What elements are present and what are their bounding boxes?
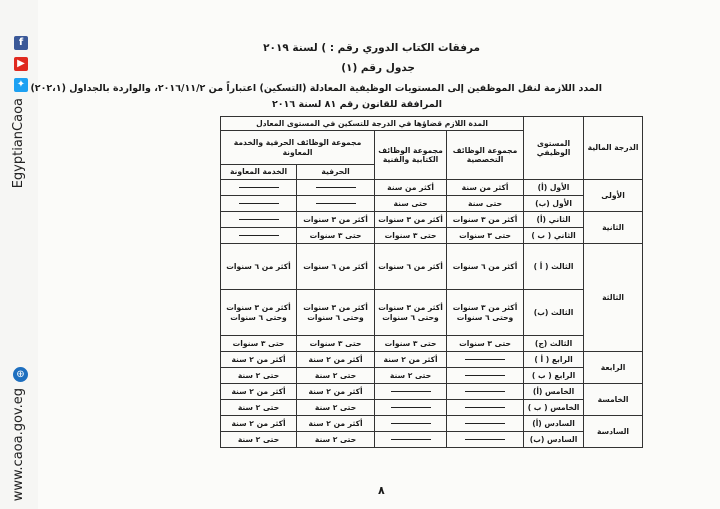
dash-line [391,391,431,392]
dash-line [316,187,356,188]
spec-cell: حتى ٣ سنوات [447,228,524,244]
brand-handle: EgyptianCaoa [11,98,26,189]
serv-cell [221,180,297,196]
cler-cell: أكثر من ٦ سنوات [375,244,447,290]
dash-line [239,235,279,236]
craft-cell: أكثر من ٢ سنة [297,352,375,368]
cler-cell: أكثر من ٢ سنة [375,352,447,368]
document-page [30,0,720,509]
serv-cell: أكثر من ٢ سنة [221,352,297,368]
cler-cell: أكثر من سنة [375,180,447,196]
grade-cell: الثانية [584,212,643,244]
serv-cell: حتى ٢ سنة [221,368,297,384]
level-cell: الأول (أ) [524,180,584,196]
spec-cell [447,352,524,368]
table-row [221,336,643,352]
level-cell: الأول (ب) [524,196,584,212]
craft-cell: أكثر من ٦ سنوات [297,244,375,290]
table-row [221,290,643,336]
level-cell: الخامس (أ) [524,384,584,400]
cler-cell [375,384,447,400]
social-icons [14,36,30,99]
spec-cell [447,432,524,448]
table-row [221,416,643,432]
table-row [221,196,643,212]
dash-line [465,439,505,440]
craft-cell: حتى ٢ سنة [297,432,375,448]
craft-cell: أكثر من ٢ سنة [297,416,375,432]
serv-cell: حتى ٢ سنة [221,432,297,448]
spec-cell [447,400,524,416]
header-level: المستوى الوظيفي [524,117,584,180]
level-cell: الخامس ( ب ) [524,400,584,416]
dash-line [465,359,505,360]
craft-cell: أكثر من ٢ سنة [297,384,375,400]
table-row [221,244,643,290]
cler-cell [375,432,447,448]
header-duration: المدة اللازم قضاؤها في الدرجة للتسكين في المستوى المعادل [221,117,524,131]
serv-cell: حتى ٢ سنة [221,400,297,416]
level-cell: الرابع ( ب ) [524,368,584,384]
spec-cell: أكثر من ٣ سنوات وحتى ٦ سنوات [447,290,524,336]
table-description-line2: المرافقة للقانون رقم ٨١ لسنة ٢٠١٦ [271,99,442,110]
grade-cell: السادسة [584,416,643,448]
page-number: ٨ [378,484,385,497]
level-cell: السادس (ب) [524,432,584,448]
craft-cell [297,196,375,212]
cler-cell: حتى ٣ سنوات [375,336,447,352]
table-row [221,384,643,400]
dash-line [316,203,356,204]
level-cell: الثاني (أ) [524,212,584,228]
spec-cell: حتى ٣ سنوات [447,336,524,352]
cler-cell: حتى سنة [375,196,447,212]
table-row [221,352,643,368]
spec-cell: حتى سنة [447,196,524,212]
cler-cell [375,400,447,416]
header-grade: الدرجة المالية [584,117,643,180]
page-title: مرفقات الكتاب الدوري رقم : ) لسنة ٢٠١٩ [263,42,480,54]
header-craft: الحرفية [297,165,375,180]
craft-cell: أكثر من ٣ سنوات [297,212,375,228]
globe-icon[interactable]: ⊕ [13,367,28,382]
level-cell: الثالث (ب) [524,290,584,336]
cler-cell: أكثر من ٣ سنوات وحتى ٦ سنوات [375,290,447,336]
table-row [221,400,643,416]
dash-line [465,375,505,376]
dash-line [239,187,279,188]
dash-line [465,391,505,392]
level-cell: الرابع ( أ ) [524,352,584,368]
dash-line [239,203,279,204]
craft-cell: حتى ٣ سنوات [297,228,375,244]
social-sidebar [0,0,38,509]
serv-cell: أكثر من ٦ سنوات [221,244,297,290]
header-service: الخدمة المعاونة [221,165,297,180]
grade-cell: الرابعة [584,352,643,384]
spec-cell: أكثر من ٦ سنوات [447,244,524,290]
serv-cell: أكثر من ٣ سنوات وحتى ٦ سنوات [221,290,297,336]
craft-cell: أكثر من ٣ سنوات وحتى ٦ سنوات [297,290,375,336]
grade-cell: الخامسة [584,384,643,416]
table-row [221,180,643,196]
serv-cell: حتى ٣ سنوات [221,336,297,352]
table-number: جدول رقم (١) [341,62,415,74]
table-row [221,368,643,384]
cler-cell [375,416,447,432]
grade-cell: الثالثة [584,244,643,352]
spec-cell [447,368,524,384]
youtube-icon[interactable]: ▶ [14,57,28,71]
craft-cell: حتى ٢ سنة [297,368,375,384]
dash-line [465,423,505,424]
header-craft-group: مجموعة الوظائف الحرفية والخدمة المعاونة [221,131,375,165]
dash-line [391,423,431,424]
serv-cell: أكثر من ٢ سنة [221,384,297,400]
dash-line [391,439,431,440]
craft-cell [297,180,375,196]
transfer-duration-table [220,116,643,448]
header-clerical: مجموعة الوظائف الكتابية والفنية [375,131,447,180]
header-specialized: مجموعة الوظائف التخصصية [447,131,524,180]
table-row [221,212,643,228]
table-row [221,228,643,244]
dash-line [239,219,279,220]
dash-line [391,407,431,408]
level-cell: الثالث ( أ ) [524,244,584,290]
spec-cell: أكثر من ٣ سنوات [447,212,524,228]
level-cell: الثالث (ج) [524,336,584,352]
spec-cell: أكثر من سنة [447,180,524,196]
serv-cell: أكثر من ٢ سنة [221,416,297,432]
serv-cell [221,196,297,212]
spec-cell [447,416,524,432]
twitter-icon[interactable]: ✦ [14,78,28,92]
cler-cell: حتى ٢ سنة [375,368,447,384]
table-row [221,432,643,448]
grade-cell: الأولى [584,180,643,212]
cler-cell: أكثر من ٣ سنوات [375,212,447,228]
table-description-line1: المدد اللازمة لنقل الموظفين إلى المستويات الوظيفية المعادلة (التسكين) اعتباراً من ٢٠١٦/١١/٢، والواردة بالجداول (٢٠٢،١) [30,83,602,94]
level-cell: السادس (أ) [524,416,584,432]
dash-line [465,407,505,408]
craft-cell: حتى ٣ سنوات [297,336,375,352]
cler-cell: حتى ٣ سنوات [375,228,447,244]
facebook-icon[interactable]: f [14,36,28,50]
level-cell: الثاني ( ب ) [524,228,584,244]
spec-cell [447,384,524,400]
serv-cell [221,228,297,244]
website-url: www.caoa.gov.eg [11,388,26,502]
serv-cell [221,212,297,228]
craft-cell: حتى ٢ سنة [297,400,375,416]
